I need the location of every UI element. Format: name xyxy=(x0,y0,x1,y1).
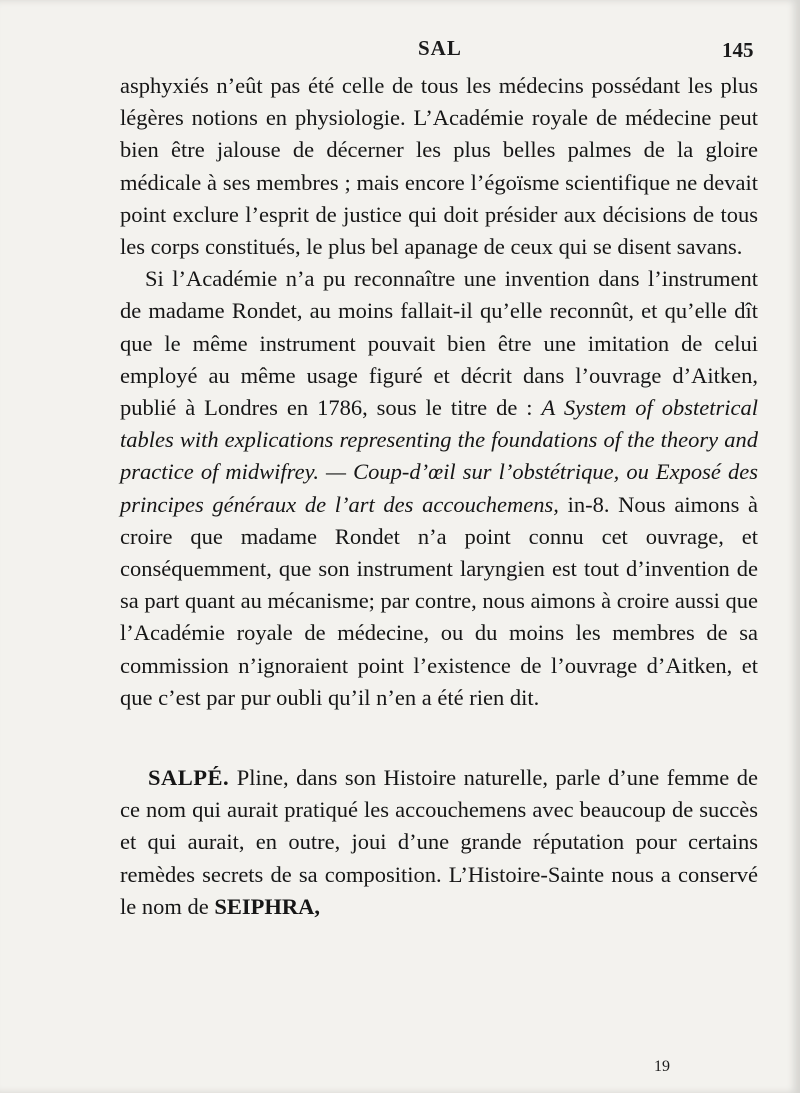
paragraph-aitken xyxy=(120,263,758,714)
entry-headword: SALPÉ. xyxy=(148,765,230,791)
paragraph-text-end: in-8. Nous aimons à croire que madame Rondet n’a point connu cet ouvrage, et conséquemment, que son instrument laryngien est tout d’invention de sa part quant au mécanisme; par contre, nous aimons à croire aussi que l’Académie royale de médecine, ou du moins les membres de sa commission n’ignoraient point l’existence de l’ouvrage d’Aitken, et que c’est par pur oubli qu’il n’en a été rien dit. xyxy=(120,491,759,710)
paragraph-continuation: asphyxiés n’eût pas été celle de tous les médecins possédant les plus légères notions en physiologie. L’Académie royale de médecine peut bien être jalouse de décerner les plus belles palmes de la gloire médicale à ses membres ; mais encore l’égoïsme scientifique ne devait point exclure l’esprit de justice qui doit présider aux décisions de tous les corps constitués, le plus bel apanage de ceux qui se disent savans. xyxy=(120,73,758,260)
entry-salpe xyxy=(120,762,758,923)
entry-name-seiphra: SEIPHRA, xyxy=(214,893,321,919)
signature-mark: 19 xyxy=(654,1058,670,1075)
book-title: A System of obstetrical tables with explications representing the foundations of the theory and practice of midwifrey. — Coup-d’œil sur l’obstétrique, ou Exposé des principes généraux de l’art des accouchemens, xyxy=(120,395,759,517)
paragraph-gap xyxy=(120,714,758,762)
paragraph-text-start: Si l’Académie n’a pu reconnaître une invention dans l’instrument de madame Rondet, au moins fallait-il qu’elle reconnût, et qu’elle dît que le même instrument pouvait bien être une imitation de celui employé au même usage figuré et décrit dans l’ouvrage d’Aitken, publié à Londres en 1786, sous le titre de : xyxy=(120,266,758,421)
page-number: 145 xyxy=(722,38,754,62)
body-text xyxy=(120,70,758,923)
page-header xyxy=(0,36,800,66)
entry-text: Pline, dans son Histoire naturelle, parle d’une femme de ce nom qui aurait pratiqué les accouchemens avec beaucoup de succès et qui aurait, en outre, joui d’une grande réputation pour certains remèdes secrets de sa composition. L’Histoire-Sainte nous a conservé le nom de xyxy=(120,765,758,919)
running-head: SAL xyxy=(418,36,462,60)
